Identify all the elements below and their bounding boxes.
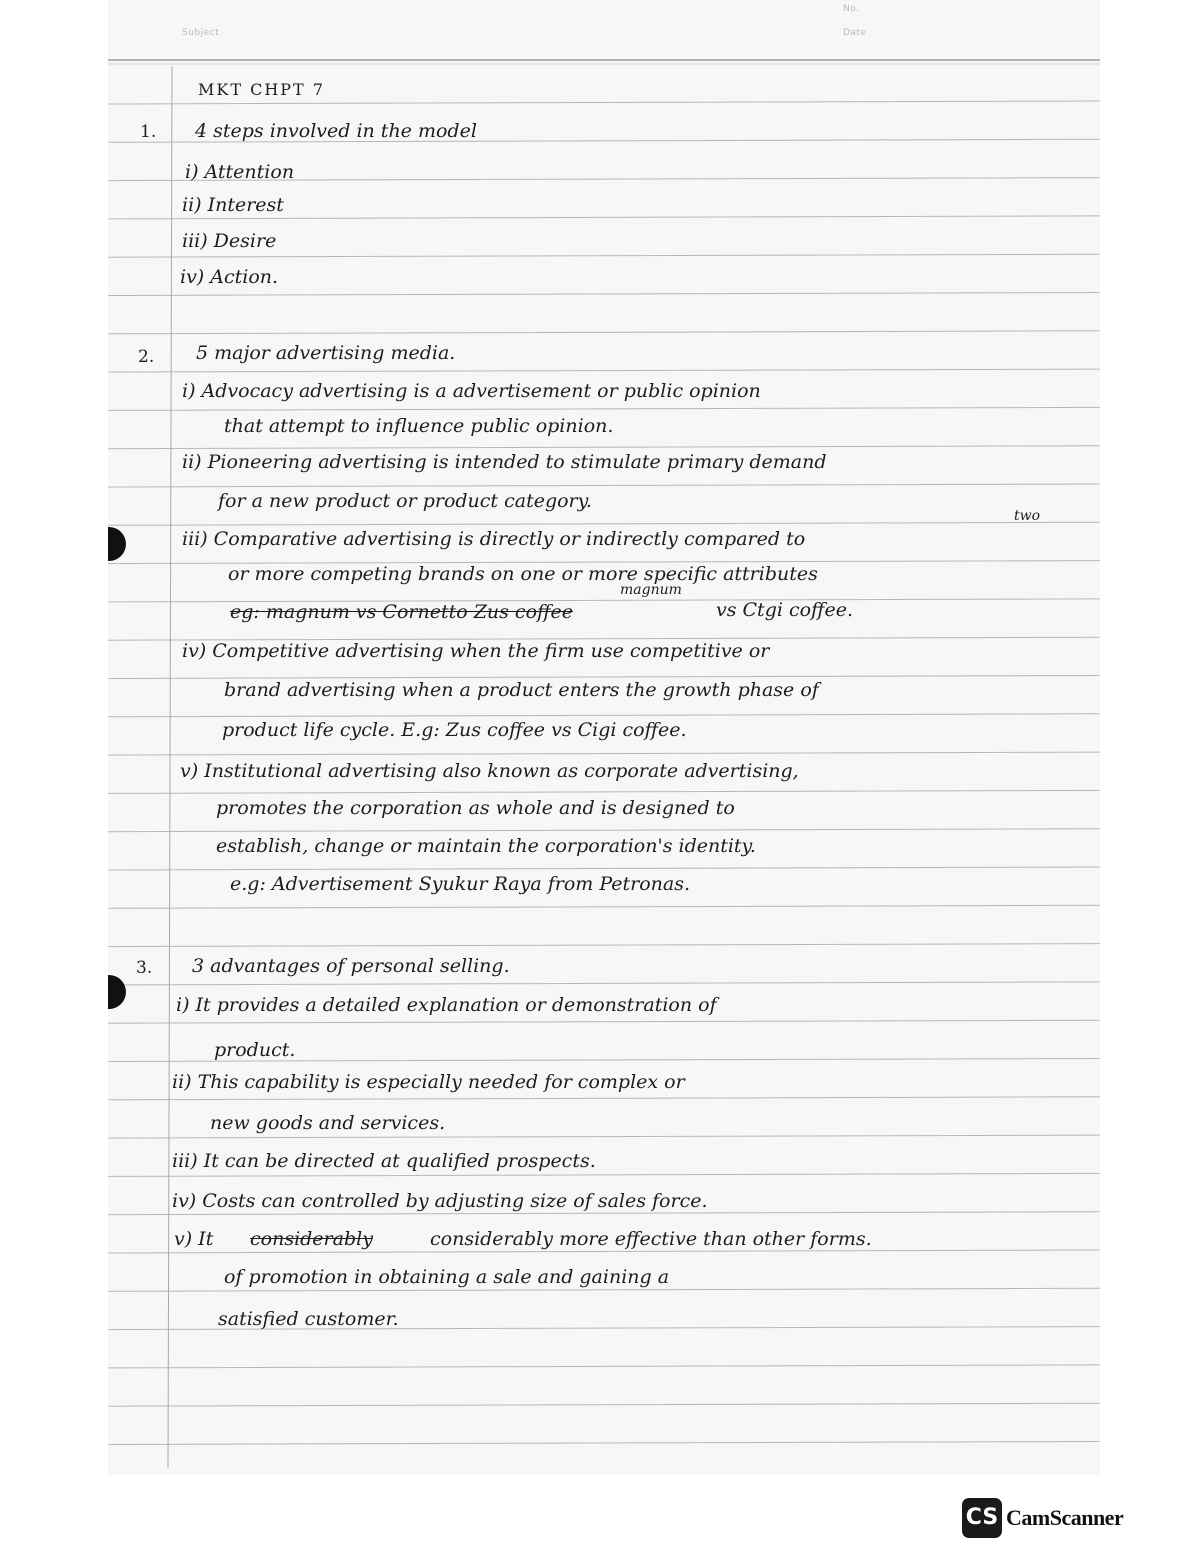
ruled-line [108, 790, 1100, 793]
list-item: iii) Desire [182, 230, 277, 252]
answer-line: i) Advocacy advertising is a advertisement or public opinion [182, 380, 761, 402]
ruled-line [108, 1442, 1100, 1445]
answer-line: that attempt to influence public opinion. [224, 415, 614, 437]
ruled-line [108, 293, 1100, 296]
ruled-line [108, 522, 1100, 525]
inserted-word: magnum [620, 582, 682, 598]
answer-line: promotes the corporation as whole and is designed to [216, 797, 735, 819]
struck-text: considerably [250, 1228, 373, 1250]
answer-line: i) It provides a detailed explanation or demonstration of [176, 994, 717, 1016]
page-title: MKT CHPT 7 [198, 80, 325, 99]
answer-line: considerably more effective than other forms. [430, 1228, 872, 1250]
subject-label: Subject [182, 28, 220, 38]
answer-line: of promotion in obtaining a sale and gaining a [224, 1266, 670, 1288]
answer-line: establish, change or maintain the corporation's identity. [216, 835, 756, 857]
number-label: No. [843, 4, 860, 14]
question-heading: 5 major advertising media. [196, 342, 456, 364]
answer-line: or more competing brands on one or more specific attributes [228, 563, 818, 585]
question-number: 1. [140, 122, 157, 142]
ruled-line [108, 1020, 1100, 1023]
ruled-line [108, 216, 1100, 219]
answer-line: brand advertising when a product enters the growth phase of [224, 679, 819, 701]
answer-line: iii) It can be directed at qualified prospects. [172, 1150, 596, 1172]
answer-line: for a new product or product category. [218, 490, 592, 512]
date-label: Date [843, 28, 867, 38]
ruled-line [108, 714, 1100, 717]
ruled-line [108, 369, 1100, 372]
list-item: iv) Action. [180, 266, 279, 288]
ruled-line [108, 1288, 1100, 1291]
answer-line: v) Institutional advertising also known as corporate advertising, [180, 760, 799, 782]
ruled-line [108, 407, 1100, 410]
ruled-line [108, 1135, 1100, 1138]
ruled-line [108, 1250, 1100, 1253]
answer-line: iv) Costs can controlled by adjusting size of sales force. [172, 1190, 708, 1212]
list-item: i) Attention [185, 161, 295, 183]
ruled-line [108, 752, 1100, 755]
ruled-line [108, 1365, 1100, 1368]
ruled-line [108, 484, 1100, 487]
ruled-line [108, 1097, 1100, 1100]
ruled-line [108, 905, 1100, 908]
answer-line: iii) Comparative advertising is directly or indirectly compared to [182, 528, 806, 550]
ruled-line [108, 982, 1100, 985]
question-number: 3. [136, 958, 153, 978]
ruled-line [108, 254, 1100, 257]
answer-line: product life cycle. E.g: Zus coffee vs Cigi coffee. [222, 719, 687, 741]
inserted-word: two [1014, 508, 1041, 524]
question-number: 2. [138, 347, 155, 367]
ruled-line [108, 1403, 1100, 1406]
answer-line: ii) This capability is especially needed for complex or [172, 1071, 685, 1093]
camscanner-logo-icon: CS [962, 1498, 1002, 1538]
answer-line: product. [214, 1039, 296, 1061]
answer-line: new goods and services. [210, 1112, 446, 1134]
list-item: ii) Interest [182, 194, 284, 216]
ruled-line [108, 867, 1100, 870]
ruled-line [108, 944, 1100, 947]
ruled-line [108, 101, 1100, 104]
camscanner-name: CamScanner [1006, 1505, 1124, 1530]
answer-line: ii) Pioneering advertising is intended to stimulate primary demand [182, 451, 827, 473]
ruled-line [108, 446, 1100, 449]
margin-line [168, 66, 172, 1468]
ruled-line [108, 331, 1100, 334]
ruled-line [108, 1212, 1100, 1215]
answer-line: v) It [174, 1228, 214, 1250]
struck-text: eg: magnum vs Cornetto Zus coffee [230, 601, 573, 623]
answer-line: iv) Competitive advertising when the firm use competitive or [182, 640, 770, 662]
ruled-line [108, 829, 1100, 832]
question-heading: 3 advantages of personal selling. [192, 955, 510, 977]
answer-line: satisfied customer. [218, 1308, 399, 1330]
ruled-line [108, 1173, 1100, 1176]
answer-line: e.g: Advertisement Syukur Raya from Petronas. [230, 873, 691, 895]
answer-line: vs Ctgi coffee. [716, 599, 854, 621]
question-heading: 4 steps involved in the model [195, 120, 477, 142]
